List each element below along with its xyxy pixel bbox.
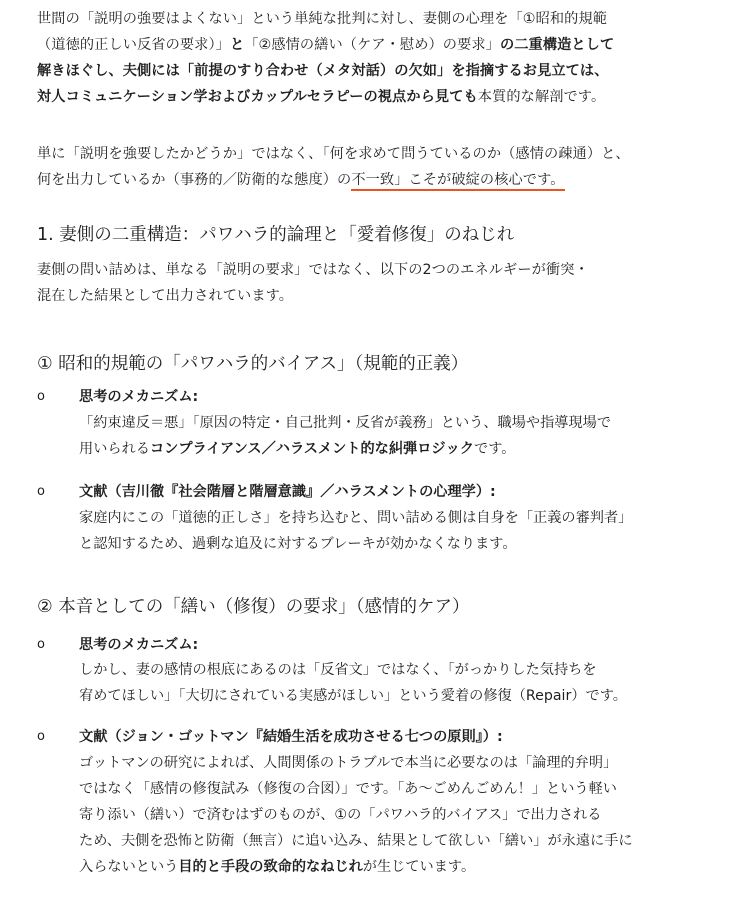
bullet-line: ため、夫側を恐怖と防衛（無言）に追い込み、結果として欲しい「繕い」が永遠に手に (79, 833, 633, 849)
bullet-body (79, 410, 749, 462)
summary-line-2-pre: 何を出力しているか（事務的／防衛的な態度）の (37, 172, 352, 188)
bullet-line: 寄り添い（繕い）で済むはずのものが、①の「パワハラ的バイアス」で出力される (79, 807, 602, 823)
intro-line-2-d: の二重構造として (499, 37, 615, 53)
bullet-line: と認知するため、過剰な追及に対するブレーキが効かなくなります。 (79, 536, 517, 552)
bullet-line-post: が生じています。 (362, 859, 476, 875)
bullet-marker: o (37, 729, 45, 744)
bullet-body (79, 657, 749, 709)
bullet-title: 文献（吉川徹『社会階層と階層意識』／ハラスメントの心理学）: (79, 484, 496, 500)
bullet-line-post: です。 (474, 441, 516, 457)
section-1-paragraph (37, 257, 749, 309)
intro-line-1: 世間の「説明の強要はよくない」という単純な批判に対し、妻側の心理を「①昭和的規範 (37, 11, 608, 27)
bullet-marker: o (37, 389, 45, 404)
bullet-title: 思考のメカニズム: (79, 637, 199, 653)
bullet-line-bold: コンプライアンス／ハラスメント的な糾弾ロジック (149, 441, 474, 457)
intro-line-2 (37, 32, 749, 58)
bullet-line (79, 436, 749, 462)
bullet-line: ではなく「感情の修復試み（修復の合図）」です。「あ〜ごめんごめん！」という軽い (79, 781, 617, 797)
intro-line-2-b: と (229, 37, 245, 53)
bullet-title: 文献（ジョン・ゴットマン『結婚生活を成功させる七つの原則』）: (79, 729, 503, 745)
bullet-line (79, 854, 749, 880)
bullet-line: 家庭内にこの「道徳的正しさ」を持ち込むと、問い詰める側は自身を「正義の審判者」 (79, 510, 633, 526)
summary-paragraph (37, 141, 749, 193)
bullet-line-pre: 用いられる (79, 441, 150, 457)
bullet-line-bold: 目的と手段の致命的なねじれ (178, 859, 363, 875)
intro-line-2-c: 「②感情の繕い（ケア・慰め）の要求」 (244, 37, 500, 53)
subsection-1-heading: ① 昭和的規範の「パワハラ的バイアス」（規範的正義） (37, 354, 469, 374)
summary-key-point: 不一致」こそが破綻の核心です。 (351, 172, 564, 191)
bullet-body (79, 750, 749, 880)
section-1-heading: 1. 妻側の二重構造：パワハラ的論理と「愛着修復」のねじれ (37, 225, 515, 245)
intro-line-3: 解きほぐし、夫側には「前提のすり合わせ（メタ対話）の欠如」を指摘するお見立ては、 (37, 63, 609, 79)
bullet-marker: o (37, 637, 45, 652)
intro-line-2-a: （道徳的正しい反省の要求）」 (37, 37, 230, 53)
section-1-line-1: 妻側の問い詰めは、単なる「説明の要求」ではなく、以下の2つのエネルギーが衝突・ (37, 262, 589, 278)
bullet-line: ゴットマンの研究によれば、人間関係のトラブルで本当に必要なのは「論理的弁明」 (79, 755, 618, 771)
bullet-marker: o (37, 484, 45, 499)
bullet-body (79, 505, 749, 557)
intro-line-4 (37, 84, 749, 110)
bullet-line-pre: 入らないという (79, 859, 179, 875)
intro-line-4-rest: 本質的な解剖です。 (477, 89, 606, 105)
bullet-line: 宥めてほしい」「大切にされている実感がほしい」という愛着の修復（Repair）です。 (79, 688, 627, 704)
intro-line-4-bold: 対人コミュニケーション学およびカップルセラピーの視点から見ても (37, 89, 478, 105)
summary-line-1: 単に「説明を強要したかどうか」ではなく、「何を求めて問うているのか（感情の疎通）と、 (37, 146, 630, 162)
intro-paragraph (37, 6, 749, 110)
summary-line-2 (37, 167, 749, 193)
bullet-line: しかし、妻の感情の根底にあるのは「反省文」ではなく、「がっかりした気持ちを (79, 662, 597, 678)
subsection-2-heading: ② 本音としての「繕い（修復）の要求」（感情的ケア） (37, 597, 470, 617)
bullet-line: 「約束違反＝悪」「原因の特定・自己批判・反省が義務」という、職場や指導現場で (79, 415, 612, 431)
bullet-title: 思考のメカニズム: (79, 389, 199, 405)
section-1-line-2: 混在した結果として出力されています。 (37, 288, 294, 304)
